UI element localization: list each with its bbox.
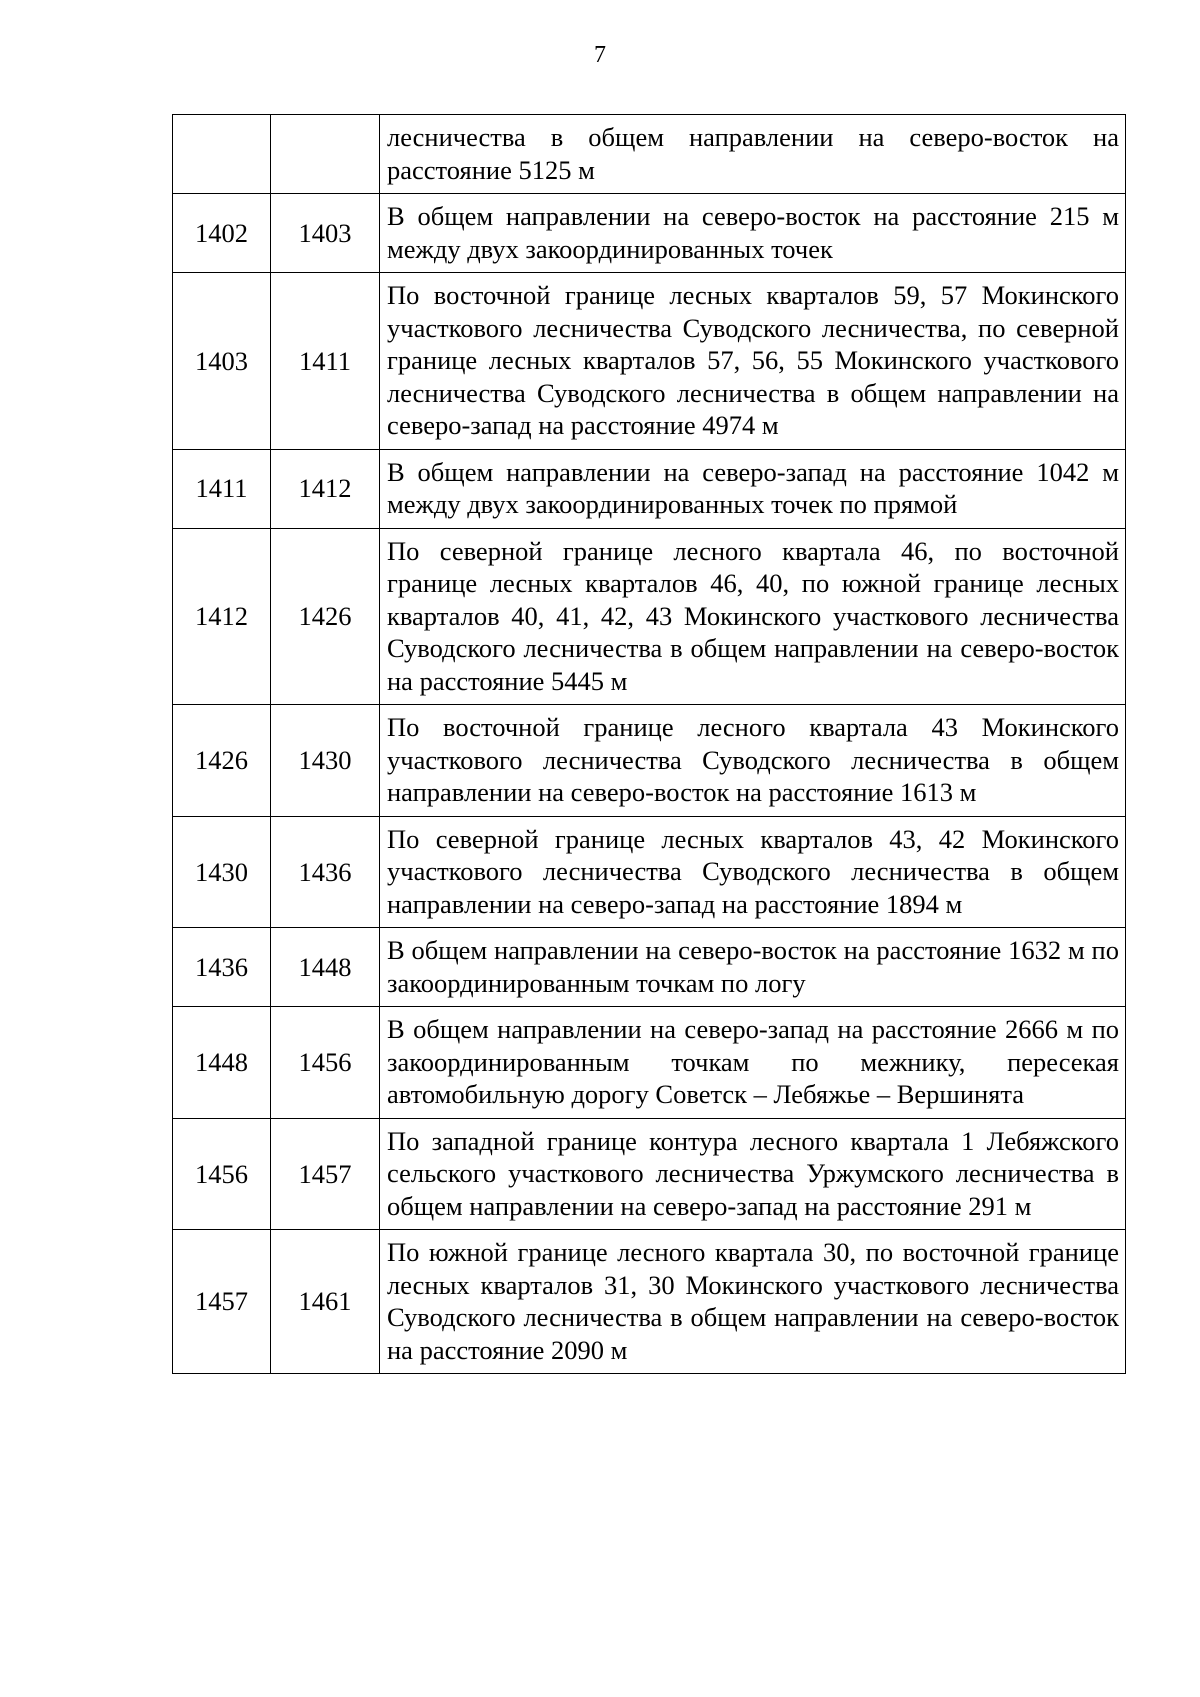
description-cell: В общем направлении на северо-запад на расстояние 2666 м по закоординированным точкам по межнику, пересекая автомобильную дорогу Советск – Лебяжье – Вершинята: [380, 1007, 1126, 1119]
from-point-cell: 1412: [173, 528, 271, 705]
description-cell: По северной границе лесного квартала 46, по восточной границе лесных кварталов 46, 40, по южной границе лесных кварталов 40, 41, 42, 43 Мокинского участкового лесничества Суводского лесничества в общем направлении на северо-восток на расстояние 5445 м: [380, 528, 1126, 705]
from-point-cell: 1426: [173, 705, 271, 817]
table-row: [173, 449, 1126, 528]
from-point-cell: 1430: [173, 816, 271, 928]
table-row: [173, 115, 1126, 194]
description-cell: По западной границе контура лесного квартала 1 Лебяжского сельского участкового лесничества Уржумского лесничества в общем направлении на северо-запад на расстояние 291 м: [380, 1118, 1126, 1230]
description-cell: По южной границе лесного квартала 30, по восточной границе лесных кварталов 31, 30 Мокинского участкового лесничества Суводского лесничества в общем направлении на северо-восток на расстояние 2090 м: [380, 1230, 1126, 1374]
description-cell: лесничества в общем направлении на северо-восток на расстояние 5125 м: [380, 115, 1126, 194]
table-row: [173, 705, 1126, 817]
table-row: [173, 816, 1126, 928]
table-row: [173, 928, 1126, 1007]
table-row: [173, 273, 1126, 450]
table-row: [173, 528, 1126, 705]
description-cell: В общем направлении на северо-восток на расстояние 1632 м по закоординированным точкам по логу: [380, 928, 1126, 1007]
table-row: [173, 194, 1126, 273]
table-row: [173, 1230, 1126, 1374]
description-cell: По северной границе лесных кварталов 43, 42 Мокинского участкового лесничества Суводского лесничества в общем направлении на северо-запад на расстояние 1894 м: [380, 816, 1126, 928]
to-point-cell: 1436: [271, 816, 380, 928]
table-row: [173, 1007, 1126, 1119]
from-point-cell: [173, 115, 271, 194]
from-point-cell: 1456: [173, 1118, 271, 1230]
description-cell: В общем направлении на северо-восток на расстояние 215 м между двух закоординированных точек: [380, 194, 1126, 273]
to-point-cell: 1430: [271, 705, 380, 817]
to-point-cell: 1457: [271, 1118, 380, 1230]
boundary-description-table: [172, 114, 1126, 1374]
from-point-cell: 1448: [173, 1007, 271, 1119]
to-point-cell: 1411: [271, 273, 380, 450]
description-cell: В общем направлении на северо-запад на расстояние 1042 м между двух закоординированных точек по прямой: [380, 449, 1126, 528]
to-point-cell: 1403: [271, 194, 380, 273]
to-point-cell: 1412: [271, 449, 380, 528]
to-point-cell: 1426: [271, 528, 380, 705]
page-number: 7: [594, 42, 606, 68]
table-row: [173, 1118, 1126, 1230]
to-point-cell: 1448: [271, 928, 380, 1007]
to-point-cell: [271, 115, 380, 194]
description-cell: По восточной границе лесного квартала 43 Мокинского участкового лесничества Суводского лесничества в общем направлении на северо-восток на расстояние 1613 м: [380, 705, 1126, 817]
description-cell: По восточной границе лесных кварталов 59, 57 Мокинского участкового лесничества Суводского лесничества, по северной границе лесных кварталов 57, 56, 55 Мокинского участкового лесничества Суводского лесничества в общем направлении на северо-запад на расстояние 4974 м: [380, 273, 1126, 450]
to-point-cell: 1456: [271, 1007, 380, 1119]
from-point-cell: 1436: [173, 928, 271, 1007]
from-point-cell: 1411: [173, 449, 271, 528]
from-point-cell: 1403: [173, 273, 271, 450]
from-point-cell: 1457: [173, 1230, 271, 1374]
to-point-cell: 1461: [271, 1230, 380, 1374]
from-point-cell: 1402: [173, 194, 271, 273]
